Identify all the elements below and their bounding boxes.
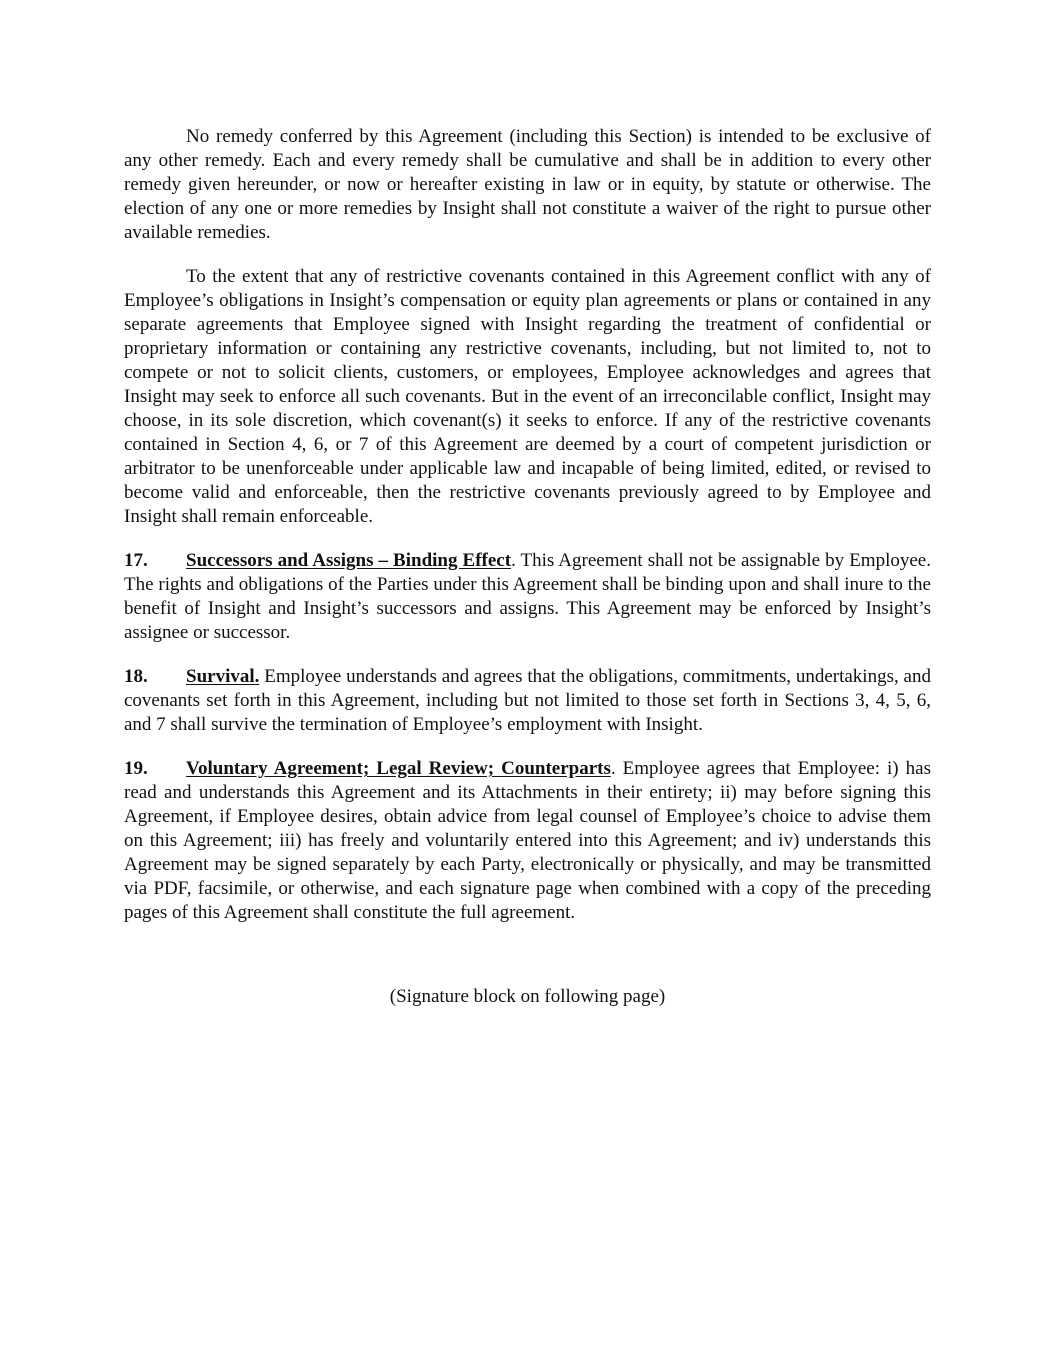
section-18: [124, 665, 931, 737]
section-18-heading: Survival.: [186, 666, 260, 687]
remedies-paragraph: No remedy conferred by this Agreement (including this Section) is intended to be exclusive of any other remedy. Each and every remedy shall be cumulative and shall be in addition to every other remedy given hereunder, or now or hereafter existing in law or in equity, by statute or otherwise. The election of any one or more remedies by Insight shall not constitute a waiver of the right to pursue other available remedies.: [124, 126, 931, 243]
section-19-number: 19.: [124, 758, 148, 779]
section-17-heading: Successors and Assigns – Binding Effect: [186, 550, 512, 571]
section-17-punct: .: [511, 550, 516, 571]
section-19-body: Employee agrees that Employee: i) has read and understands this Agreement and its Attachments in their entirety; ii) may before signing this Agreement, if Employee desires, obtain advice from legal counsel of Employee’s choice to advise them on this Agreement; iii) has freely and voluntarily entered into this Agreement; and iv) understands this Agreement may be signed separately by each Party, electronically or physically, and may be transmitted via PDF, facsimile, or otherwise, and each signature page when combined with a copy of the preceding pages of this Agreement shall constitute the full agreement.: [124, 758, 931, 923]
section-19: [124, 757, 931, 925]
section-19-punct: .: [610, 758, 616, 779]
section-19-heading: Voluntary Agreement; Legal Review; Counterparts: [186, 758, 611, 779]
section-17-body: This Agreement shall not be assignable by Employee. The rights and obligations of the Parties under this Agreement shall be binding upon and shall inure to the benefit of Insight and Insight’s successors and assigns. This Agreement may be enforced by Insight’s assignee or successor.: [124, 550, 931, 643]
section-18-number: 18.: [124, 666, 148, 687]
document-page: [124, 125, 931, 1029]
section-17-number: 17.: [124, 550, 148, 571]
conflict-paragraph: To the extent that any of restrictive covenants contained in this Agreement conflict with any of Employee’s obligations in Insight’s compensation or equity plan agreements or plans or contained in any separate agreements that Employee signed with Insight regarding the treatment of confidential or proprietary information or containing any restrictive covenants, including, but not limited to, not to compete or not to solicit clients, customers, or employees, Employee acknowledges and agrees that Insight may seek to enforce all such covenants. But in the event of an irreconcilable conflict, Insight may choose, in its sole discretion, which covenant(s) it seeks to enforce. If any of the restrictive covenants contained in Section 4, 6, or 7 of this Agreement are deemed by a court of competent jurisdiction or arbitrator to be unenforceable under applicable law and incapable of being limited, edited, or revised to become valid and enforceable, then the restrictive covenants previously agreed to by Employee and Insight shall remain enforceable.: [124, 266, 931, 527]
section-18-body: Employee understands and agrees that the obligations, commitments, undertakings, and covenants set forth in this Agreement, including but not limited to those set forth in Sections 3, 4, 5, 6, and 7 shall survive the termination of Employee’s employment with Insight.: [124, 666, 931, 735]
section-17: [124, 549, 931, 645]
signature-note: (Signature block on following page): [389, 986, 666, 1007]
